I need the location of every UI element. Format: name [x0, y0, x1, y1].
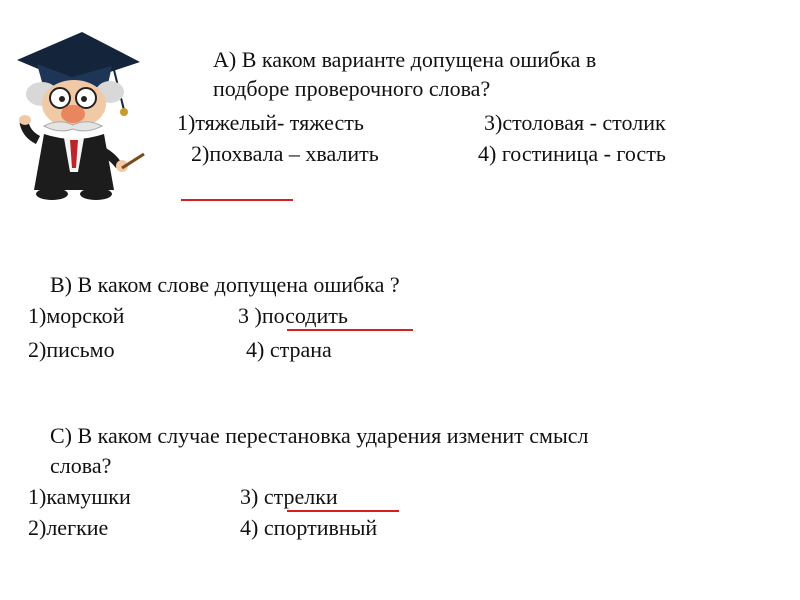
question-b-option-2: 2)письмо: [28, 337, 115, 362]
answer-underline-b: [287, 329, 413, 331]
question-a-option-1: 1)тяжелый- тяжесть: [177, 110, 364, 135]
question-b-option-3: 3 )посодить: [238, 303, 348, 328]
question-b-prompt: В) В каком слове допущена ошибка ?: [50, 272, 400, 297]
answer-underline-c: [287, 510, 399, 512]
question-a-prompt-line1: А) В каком варианте допущена ошибка в: [213, 47, 597, 72]
question-c-option-2: 2)легкие: [28, 515, 109, 540]
question-c-option-3: 3) стрелки: [240, 484, 338, 509]
question-c-prompt-line1: С) В каком случае перестановка ударения изменит смысл: [50, 423, 589, 448]
question-b-option-4: 4) страна: [246, 337, 332, 362]
question-a-option-4: 4) гостиница - гость: [478, 141, 666, 166]
question-c-option-4: 4) спортивный: [240, 515, 378, 540]
question-c-prompt-line2: слова?: [50, 453, 112, 478]
question-b-option-1: 1)морской: [28, 303, 125, 328]
professor-mascot-icon: [12, 22, 147, 202]
question-a-prompt-line2: подборе проверочного слова?: [213, 76, 491, 101]
question-a-option-2: 2)похвала – хвалить: [191, 141, 379, 166]
answer-underline-a: [181, 199, 293, 201]
question-c-option-1: 1)камушки: [28, 484, 131, 509]
question-a-option-3: 3)столовая - столик: [484, 110, 666, 135]
